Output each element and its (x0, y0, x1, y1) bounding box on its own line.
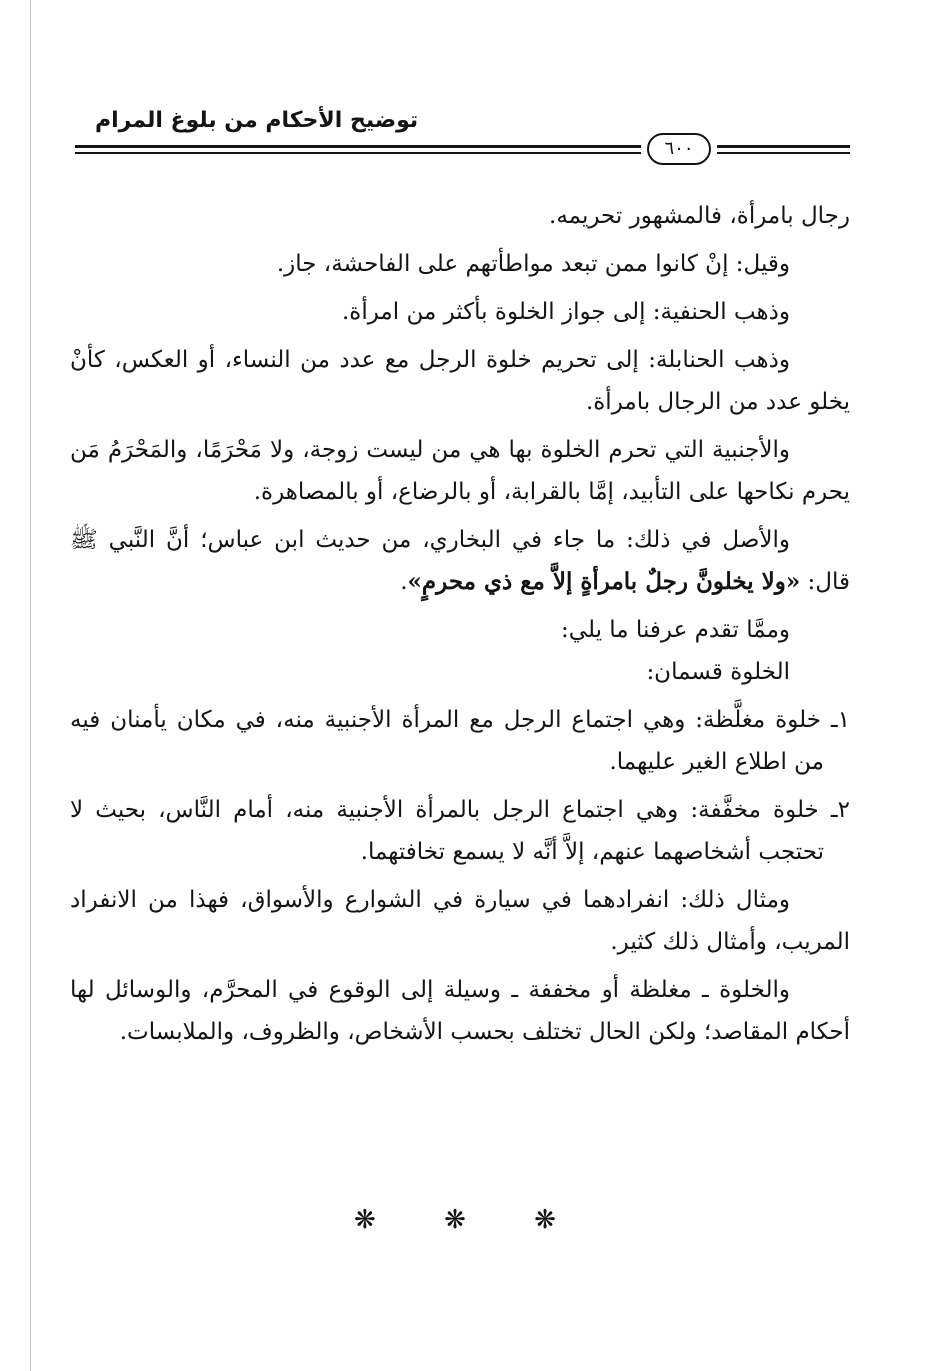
paragraph-1: رجال بامرأة، فالمشهور تحريمه. (549, 203, 850, 229)
page-number: ٦٠٠ (647, 133, 711, 165)
list-item-2 (70, 789, 850, 873)
paragraph-7: وممَّا تقدم عرفنا ما يلي: (561, 617, 790, 643)
paragraph-2: وقيل: إنْ كانوا ممن تبعد مواطأتهم على الفاحشة، جاز. (276, 251, 790, 277)
paragraph-4: وذهب الحنابلة: إلى تحريم خلوة الرجل مع عدد من النساء، أو العكس، كأنْ يخلو عدد من الرجال بامرأة. (70, 347, 850, 415)
paragraph-10: والخلوة ـ مغلظة أو مخففة ـ وسيلة إلى الوقوع في المحرَّم، والوسائل لها أحكام المقاصد؛ ولكن الحال تختلف بحسب الأشخاص، والظروف، والملابسات. (70, 977, 850, 1045)
paragraph-3: وذهب الحنفية: إلى جواز الخلوة بأكثر من امرأة. (341, 299, 790, 325)
list-item-1-text: ١ـ خلوة مغلَّظة: وهي اجتماع الرجل مع المرأة الأجنبية منه، في مكان يأمنان فيه من اطلاع الغير عليهما. (70, 707, 850, 775)
section-separator-stars: ❋ ❋ ❋ (354, 1205, 586, 1235)
header-rule-thin (75, 152, 850, 154)
page-margin-rule (30, 0, 31, 1371)
list-item-2-text: ٢ـ خلوة مخفَّفة: وهي اجتماع الرجل بالمرأة الأجنبية منه، أمام النَّاس، بحيث لا تحتجب أشخاصهما عنهم، إلاَّ أنَّه لا يسمع تخافتهما. (70, 797, 850, 865)
hadith-end: . (400, 569, 408, 595)
book-title: توضيح الأحكام من بلوغ المرام (95, 108, 419, 133)
page-body (70, 195, 850, 1059)
header-rule-thick (75, 145, 850, 148)
paragraph-9: ومثال ذلك: انفرادهما في سيارة في الشوارع والأسواق، فهذا من الانفراد المريب، وأمثال ذلك كثير. (70, 887, 850, 955)
hadith-intro: والأصل في ذلك: ما جاء في البخاري، من حديث ابن عباس؛ أنَّ النَّبي ﷺ قال: (70, 527, 850, 595)
paragraph-6 (70, 519, 850, 603)
page-number-frame (641, 132, 717, 166)
paragraph-8: الخلوة قسمان: (646, 659, 790, 685)
paragraph-5: والأجنبية التي تحرم الخلوة بها هي من ليست زوجة، ولا مَحْرَمًا، والمَحْرَمُ مَن يحرم نكاحها على التأبيد، إمَّا بالقرابة، أو بالرضاع، أو بالمصاهرة. (70, 437, 850, 505)
list-item-1 (70, 699, 850, 783)
hadith-quote: «ولا يخلونَّ رجلٌ بامرأةٍ إلاَّ مع ذي محرمٍ» (407, 568, 801, 595)
page-header (75, 100, 850, 170)
